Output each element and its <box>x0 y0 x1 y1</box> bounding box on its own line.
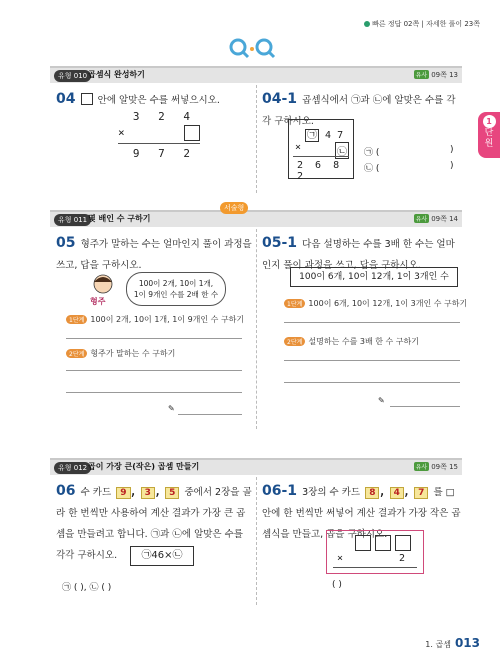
magnifier-decoration-icon <box>228 38 276 60</box>
question-05-1: 05-1 다음 설명하는 수를 3배 한 수는 얼마인지 풀이 과정을 쓰고, 답을 구하시오. <box>262 235 455 271</box>
speech-bubble: 100이 2개, 10이 1개, 1이 9개인 수를 2배 한 수 <box>126 272 226 306</box>
number-card: 9 <box>116 487 130 499</box>
question-05: 05 형주가 말하는 수는 얼마인지 풀이 과정을 쓰고, 답을 구하시오. <box>56 235 252 271</box>
number-card: 5 <box>165 487 179 499</box>
book-icon: 유사 <box>415 464 428 471</box>
q05-step2: 2단계 형주가 말하는 수 구하기 <box>66 348 175 359</box>
section-header-012: 유형 012 곱이 가장 큰(작은) 곱셈 만들기 유사 09쪽 15 <box>50 458 462 475</box>
column-divider <box>256 477 257 605</box>
book-icon: 유사 <box>415 72 428 79</box>
multiplier-blank[interactable] <box>184 125 200 141</box>
page-number: 013 <box>454 636 480 650</box>
q05-step1: 1단계 100이 2개, 10이 1개, 1이 9개인 수 구하기 <box>66 314 244 325</box>
pin-icon <box>364 21 370 27</box>
column-divider <box>256 85 257 193</box>
section-header-011: 유형 011 몇 배인 수 구하기 유사 09쪽 14 <box>50 210 462 227</box>
digit-blank[interactable] <box>375 535 391 551</box>
answer-reference: 빠른 정답 02쪽 | 자세한 풀이 23쪽 <box>364 19 480 29</box>
page-footer: 1. 곱셈 013 <box>425 636 480 650</box>
student-avatar-icon <box>86 272 120 298</box>
number-card: 7 <box>414 487 428 499</box>
write-line[interactable] <box>284 322 460 323</box>
answer-b: ㉡ ( <box>364 164 380 174</box>
essay-badge: 서술형 <box>220 202 248 214</box>
answer-pencil-icon: ✎ <box>168 404 175 413</box>
number-card: 3 <box>141 487 155 499</box>
number-card: 8 <box>365 487 379 499</box>
description-box: 100이 6개, 10이 12개, 1이 3개인 수 <box>290 267 458 287</box>
q06-1-answer: ( ) <box>332 580 342 590</box>
student-name: 형주 <box>90 297 106 306</box>
q04-1-box: ㉠ 4 7 × ㉡ 2 6 8 2 <box>288 119 354 179</box>
column-divider <box>256 229 257 429</box>
answer-blank[interactable] <box>81 93 93 105</box>
circled-a-icon: ㉠ <box>307 130 317 141</box>
digit-blank[interactable] <box>395 535 411 551</box>
chapter-number: 1 <box>483 115 496 128</box>
question-04-1: 04-1 곱셈식에서 ㉠과 ㉡에 알맞은 수를 각각 구하시오. <box>262 91 456 127</box>
answer-a: ㉠ ( <box>364 148 380 158</box>
question-06: 06 수 카드 9 , 3 , 5 중에서 2장을 골라 한 번씩만 사용하여 계산 결과가 가장 큰 곱셈을 만들려고 합니다. ㉠과 ㉡에 알맞은 수를 각각 구하시오. <box>56 480 252 561</box>
question-04: 04 안에 알맞은 수를 써넣으시오. <box>56 91 220 107</box>
q04-multiplication: 3 2 4 × 9 7 2 <box>118 110 200 160</box>
question-06-1: 06-1 3장의 수 카드 8 , 4 , 7 를 □ 안에 한 번씩만 써넣어 계산 결과가 가장 작은 곱셈식을 만들고, 곱을 구하시오. <box>262 480 461 540</box>
number-card: 4 <box>390 487 404 499</box>
write-line[interactable] <box>66 338 242 339</box>
circled-b-icon: ㉡ <box>335 142 349 159</box>
section-header-010: 유형 010 곱셈식 완성하기 유사 09쪽 13 <box>50 66 462 83</box>
write-line[interactable] <box>284 360 460 361</box>
answer-pencil-icon: ✎ <box>378 396 385 405</box>
answer-line[interactable] <box>390 406 460 407</box>
book-icon: 유사 <box>415 216 428 223</box>
q06-answer: ㉠ ( ), ㉡ ( ) <box>62 583 112 593</box>
write-line[interactable] <box>66 392 242 393</box>
digit-blank[interactable] <box>355 535 371 551</box>
q05-1-step2: 2단계 설명하는 수를 3배 한 수 구하기 <box>284 336 419 347</box>
q05-1-step1: 1단계 100이 6개, 10이 12개, 1이 3개인 수 구하기 <box>284 298 467 309</box>
expression-box: ㉠46×㉡ <box>130 546 194 566</box>
write-line[interactable] <box>66 370 242 371</box>
answer-line[interactable] <box>178 414 242 415</box>
write-line[interactable] <box>284 382 460 383</box>
chapter-tab: 1 단 원 <box>478 112 500 158</box>
q06-1-box: × 2 <box>326 530 424 574</box>
